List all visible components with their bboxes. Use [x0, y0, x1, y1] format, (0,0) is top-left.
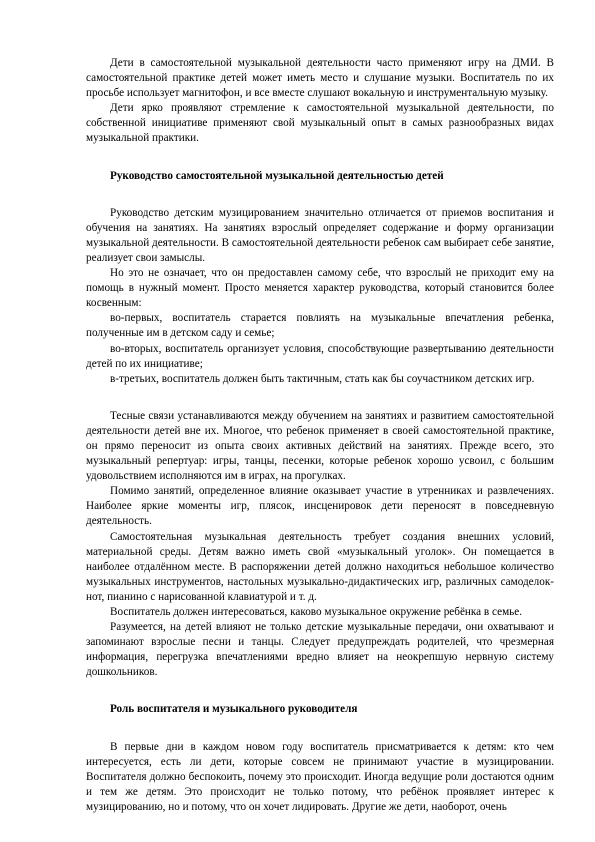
list-item: во-вторых, воспитатель организует условия, способствующие развертыванию деятельности детей по их инициативе;: [86, 342, 554, 370]
paragraph: В первые дни в каждом новом году воспитатель присматривается к детям: кто чем интересуется, есть ли дети, которые совсем не принимают участие в музицировании. Воспитателя должно беспокоить, почему это происходит. Иногда ведущие роли достаются одним и тем же детям. Это происходит не только потому, что ребёнок проявляет интерес к музицированию, но и потому, что он хочет лидировать. Другие же дети, наоборот, очень: [86, 740, 554, 813]
paragraph: Разумеется, на детей влияют не только детские музыкальные передачи, они охватывают и запоминают взрослые песни и танцы. Следует предупреждать родителей, что чрезмерная информация, перегрузка впечатлениями вредно влияет на неокрепшую нервную систему дошкольников.: [86, 621, 554, 679]
paragraph: Помимо занятий, определенное влияние оказывает участие в утренниках и развлечениях. Наиболее яркие моменты игр, плясок, инсценировок дети переносят в повседневную деятельность.: [86, 485, 554, 528]
section-heading: Руководство самостоятельной музыкальной деятельностью детей: [110, 169, 444, 182]
list-item: во-первых, воспитатель старается повлиять на музыкальные впечатления ребенка, полученные им в детском саду и семье;: [86, 312, 554, 340]
paragraph: Самостоятельная музыкальная деятельность требует создания внешних условий, материальной среды. Детям важно иметь свой «музыкальный уголок». Он помещается в наиболее отдалённом месте. В распоряжении детей должно находиться небольшое количество музыкальных инструментов, настольных музыкально-дидактических игр, различных самоделок-нот, пианино с нарисованной клавиатурой и т. д.: [86, 530, 554, 603]
paragraph: Тесные связи устанавливаются между обучением на занятиях и развитием самостоятельной деятельности детей вне их. Многое, что ребенок применяет в своей самостоятельной практике, он прямо переносит из опыта своих активных действий на занятиях. Прежде всего, это музыкальный репертуар: игры, танцы, песенки, которые ребенок хорошо усвоил, с большим удовольствием исполняются им в играх, на прогулках.: [86, 409, 554, 483]
paragraph: Воспитатель должен интересоваться, каково музыкальное окружение ребёнка в семье.: [110, 606, 523, 618]
paragraph: Руководство детским музицированием значительно отличается от приемов воспитания и обучения на занятиях. На занятиях взрослый определяет содержание и форму организации музыкальной деятельности. В самостоятельной деятельности ребенок сам выбирает себе занятие, реализует свои замыслы.: [86, 206, 554, 264]
section-heading: Роль воспитателя и музыкального руководителя: [110, 703, 358, 716]
list-item: в-третьих, воспитатель должен быть тактичным, стать как бы соучастником детских игр.: [110, 372, 535, 385]
paragraph: Дети в самостоятельной музыкальной деятельности часто применяют игру на ДМИ. В самостоятельной практике детей может иметь место и слушание музыки. Воспитатель по их просьбе использует магнитофон, и все вместе слушают вокальную и инструментальную музыку.: [86, 57, 554, 100]
document-body: [86, 56, 554, 815]
paragraph: Но это не означает, что он предоставлен самому себе, что взрослый не приходит ему на помощь в нужный момент. Просто меняется характер руководства, который становится более косвенным:: [86, 267, 554, 310]
paragraph: Дети ярко проявляют стремление к самостоятельной музыкальной деятельности, по собственной инициативе применяют свой музыкальный опыт в самых разнообразных видах музыкальной практики.: [86, 102, 554, 145]
